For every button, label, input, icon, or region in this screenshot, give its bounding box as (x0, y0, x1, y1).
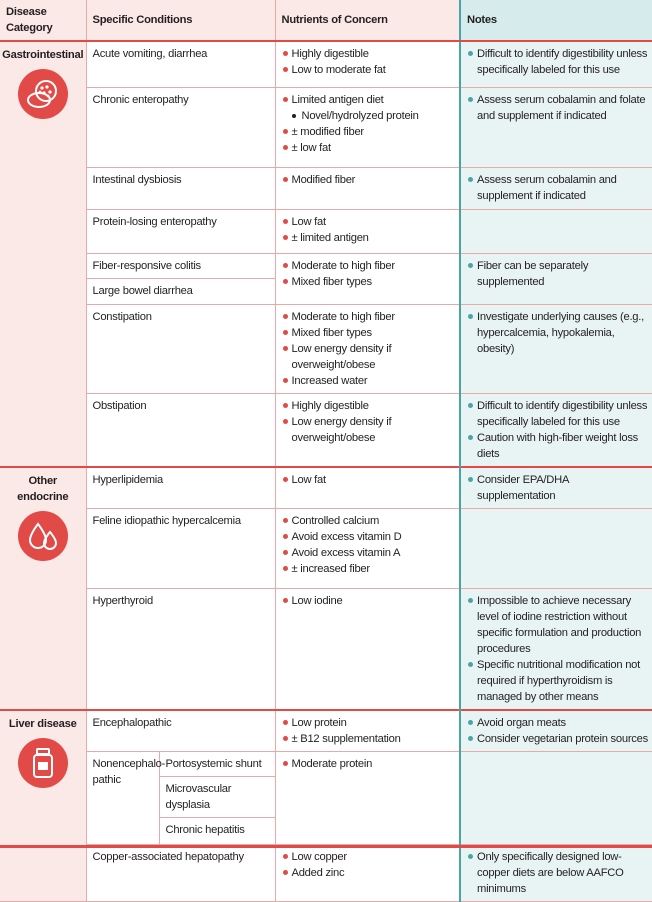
note-item: Assess serum cobalamin and supplement if indicated (467, 172, 648, 204)
nutrient-item: Mixed fiber types (282, 325, 456, 341)
table-row (0, 41, 652, 87)
table-row (0, 710, 652, 752)
notes-cell (460, 41, 652, 87)
note-item: Consider vegetarian protein sources (467, 731, 648, 747)
notes-cell (460, 467, 652, 509)
nutrient-item: Low iodine (282, 593, 456, 609)
header-notes: Notes (460, 0, 652, 41)
condition-cell: Constipation (86, 304, 275, 393)
table-row (0, 167, 652, 209)
table-row (0, 844, 652, 901)
note-item: Specific nutritional modification not required if hyperthyroidism is managed by other means (467, 657, 648, 705)
nutrients-cell (275, 844, 460, 901)
nutrient-item: ± modified fiber (282, 124, 456, 140)
notes-cell (460, 508, 652, 588)
nutrient-item: Low fat (282, 472, 456, 488)
header-nutrients-of-concern: Nutrients of Concern (275, 0, 460, 41)
nutrients-cell (275, 710, 460, 752)
note-item: Assess serum cobalamin and folate and supplement if indicated (467, 92, 648, 124)
medicine-bottle-icon (18, 738, 68, 788)
condition-cell: Fiber-responsive colitis (86, 253, 275, 278)
nutrients-cell (275, 393, 460, 467)
notes-cell (460, 751, 652, 844)
note-item: Difficult to identify digestibility unless specifically labeled for this use (467, 46, 648, 78)
nutrient-item: Limited antigen diet (282, 92, 456, 108)
note-item: Fiber can be separately supplemented (467, 258, 648, 290)
note-item: Avoid organ meats (467, 715, 648, 731)
condition-cell: Protein-losing enteropathy (86, 209, 275, 253)
condition-cell: Nonencephalo-pathic (86, 751, 159, 844)
nutrient-item: Increased water (282, 373, 456, 389)
nutrient-item: Low fat (282, 214, 456, 230)
condition-cell: Copper-associated hepatopathy (86, 844, 275, 901)
nutrients-cell (275, 467, 460, 509)
nutrient-item: ± low fat (282, 140, 456, 156)
table-row (0, 588, 652, 710)
table-row (0, 393, 652, 467)
nutrient-item: Modified fiber (282, 172, 456, 188)
header-specific-conditions: Specific Conditions (86, 0, 275, 41)
nutrient-item: Controlled calcium (282, 513, 456, 529)
nutrient-item: Low energy density if overweight/obese (282, 414, 456, 446)
condition-cell: Obstipation (86, 393, 275, 467)
nutrients-cell (275, 304, 460, 393)
notes-cell (460, 209, 652, 253)
notes-cell (460, 844, 652, 901)
nutrient-item: Added zinc (282, 865, 456, 881)
note-item: Caution with high-fiber weight loss diets (467, 430, 648, 462)
subcondition-cell: Chronic hepatitis (159, 817, 275, 844)
nutrient-item: Moderate to high fiber (282, 258, 456, 274)
note-item: Only specifically designed low-copper diets are below AAFCO minimums (467, 849, 648, 897)
nutrients-cell (275, 167, 460, 209)
nutrient-item: ± increased fiber (282, 561, 456, 577)
condition-cell: Hyperlipidemia (86, 467, 275, 509)
table-row (0, 87, 652, 167)
notes-cell (460, 253, 652, 304)
nutrient-item: Avoid excess vitamin D (282, 529, 456, 545)
condition-cell: Chronic enteropathy (86, 87, 275, 167)
nutrient-item: Avoid excess vitamin A (282, 545, 456, 561)
table-row (0, 751, 652, 776)
nutrient-item: Moderate to high fiber (282, 309, 456, 325)
note-item: Impossible to achieve necessary level of iodine restriction without specific formulation and production procedures (467, 593, 648, 657)
category-label: Liver disease (8, 717, 77, 730)
notes-cell (460, 167, 652, 209)
notes-cell (460, 588, 652, 710)
table-row (0, 209, 652, 253)
nutrients-cell (275, 87, 460, 167)
category-label: Gastrointestinal (2, 49, 84, 61)
nutrient-item: Low protein (282, 715, 456, 731)
note-item: Consider EPA/DHA supplementation (467, 472, 648, 504)
nutrient-item: Moderate protein (282, 756, 456, 772)
category-label: Other endocrine (17, 474, 69, 503)
nutrient-item: ± limited antigen (282, 230, 456, 246)
nutrients-cell (275, 41, 460, 87)
nutrient-item: Highly digestible (282, 46, 456, 62)
category-cell-other-endocrine (0, 467, 86, 710)
nutrients-cell (275, 751, 460, 844)
nutrient-item: Low energy density if overweight/obese (282, 341, 456, 373)
table-row (0, 253, 652, 278)
nutrient-item: Low to moderate fat (282, 62, 456, 78)
condition-cell: Encephalopathic (86, 710, 275, 752)
notes-cell (460, 710, 652, 752)
nutrient-item: Low copper (282, 849, 456, 865)
header-disease-category: Disease Category (0, 0, 86, 41)
nutrients-cell (275, 508, 460, 588)
table-row (0, 467, 652, 509)
note-item: Investigate underlying causes (e.g., hypercalcemia, hypokalemia, obesity) (467, 309, 648, 357)
nutrient-subitem: Novel/hydrolyzed protein (282, 108, 456, 124)
droplets-icon (18, 511, 68, 561)
nutrients-cell (275, 209, 460, 253)
note-item: Difficult to identify digestibility unless specifically labeled for this use (467, 398, 648, 430)
category-cell-liver-disease (0, 710, 86, 902)
condition-cell: Intestinal dysbiosis (86, 167, 275, 209)
nutrient-item: Mixed fiber types (282, 274, 456, 290)
table-header-row (0, 0, 652, 41)
nutrient-item: ± B12 supplementation (282, 731, 456, 747)
nutrient-item: Highly digestible (282, 398, 456, 414)
condition-cell: Hyperthyroid (86, 588, 275, 710)
intestine-icon (18, 69, 68, 119)
condition-cell: Large bowel diarrhea (86, 278, 275, 304)
notes-cell (460, 393, 652, 467)
condition-cell: Feline idiopathic hypercalcemia (86, 508, 275, 588)
bottom-rule (0, 845, 652, 848)
nutrients-cell (275, 253, 460, 304)
subcondition-cell: Portosystemic shunt (159, 751, 275, 776)
condition-cell: Acute vomiting, diarrhea (86, 41, 275, 87)
subcondition-cell: Microvascular dysplasia (159, 776, 275, 817)
notes-cell (460, 87, 652, 167)
category-cell-gastrointestinal (0, 41, 86, 467)
notes-cell (460, 304, 652, 393)
table-row (0, 508, 652, 588)
table-row (0, 304, 652, 393)
nutrients-cell (275, 588, 460, 710)
